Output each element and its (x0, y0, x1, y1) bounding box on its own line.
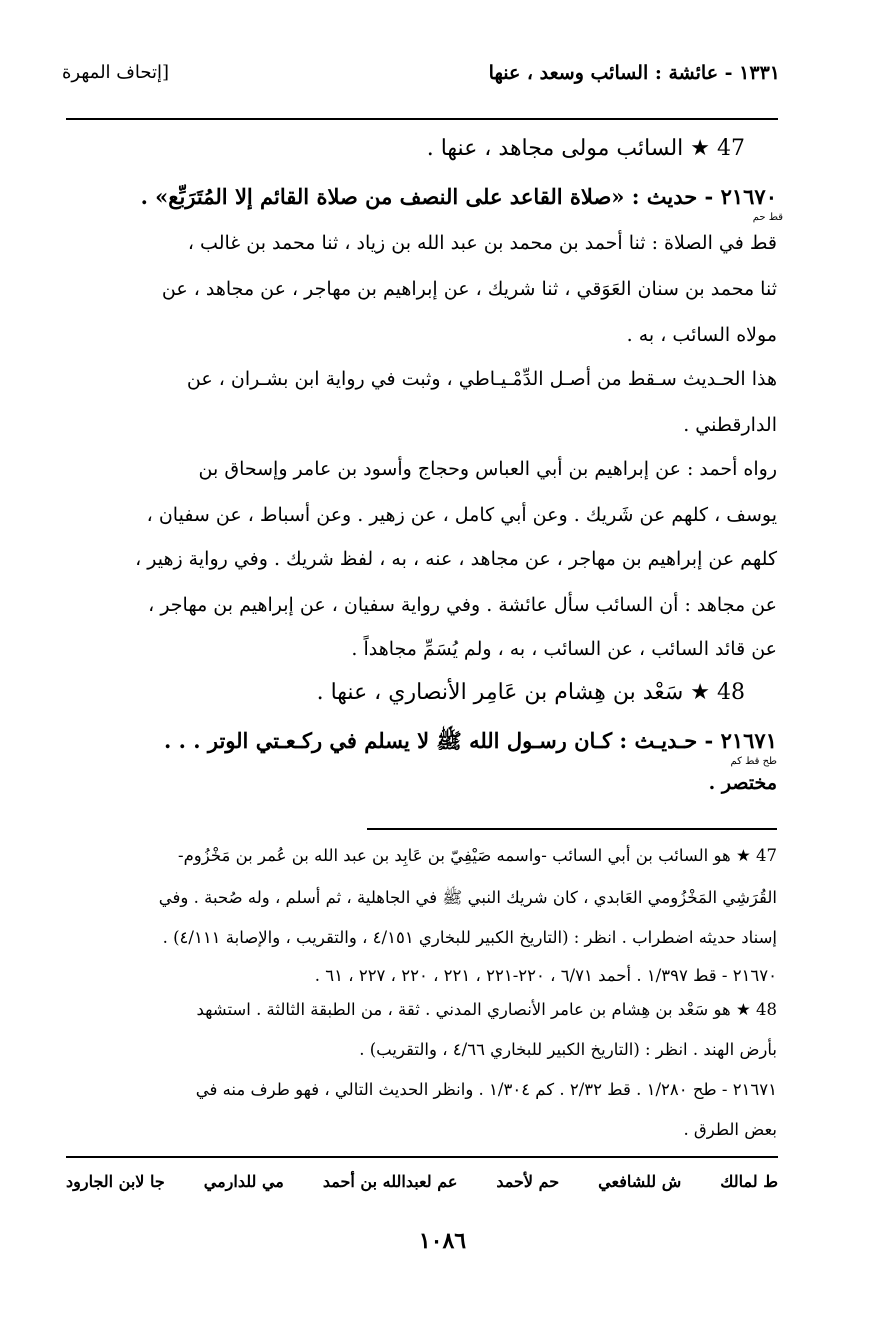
hadith-21670-line-1: قط في الصلاة : ثنا أحمد بن محمد بن عبد الله بن زياد ، ثنا محمد بن غالب ، (187, 232, 777, 254)
narrator-heading-48: 48 ★ سَعْد بن هِشام بن عَامِر الأنصاري ، عنها . (316, 680, 745, 705)
footnote-47-line-2: القُرَشِي المَخْزُومي العَابدي ، كان شريك النبي ﷺ في الجاهلية ، ثم أسلم ، وله صُحبة . وفي (158, 888, 777, 907)
hadith-21671-sigla: طح قط كم (730, 756, 777, 767)
abbreviations-key (66, 1172, 778, 1191)
hadith-21671-title: ٢١٦٧١ - حـديـث : كـان رسـول الله ﷺ لا يسلم في ركـعـتي الوتر . . . (164, 728, 777, 753)
abbreviation-item: جا لابن الجارود (66, 1172, 165, 1191)
footnote-21671-line-1: ٢١٦٧١ - طح ١/٢٨٠ . قط ٢/٣٢ . كم ١/٣٠٤ . وانظر الحديث التالي ، فهو طرف منه في (195, 1080, 777, 1099)
paragraph-3-line-2: يوسف ، كلهم عن شَريك . وعن أبي كامل ، عن زهير . وعن أسباط ، عن سفيان ، (146, 504, 777, 526)
abbreviations-rule (66, 1156, 778, 1158)
abbreviation-item: حم لأحمد (496, 1172, 560, 1191)
abbreviation-item: ط لمالك (720, 1172, 778, 1191)
header-rule (66, 118, 778, 120)
footnote-21670: ٢١٦٧٠ - قط ١/٣٩٧ . أحمد ٦/٧١ ، ٢٢٠-٢٢١ ، ٢٢١ ، ٢٢٠ ، ٢٢٧ ، ٦١ . (314, 966, 777, 985)
hadith-21670-line-2: ثنا محمد بن سنان العَوَقي ، ثنا شريك ، عن إبراهيم بن مهاجر ، عن مجاهد ، عن (161, 278, 777, 300)
paragraph-2-line-1: هذا الحـديث سـقط من أصـل الدِّمْـيـاطي ، وثبت في رواية ابن بشـران ، عن (186, 368, 777, 390)
paragraph-2-line-2: الدارقطني . (683, 414, 777, 436)
paragraph-3-line-3: كلهم عن إبراهيم بن مهاجر ، عن مجاهد ، عنه ، به ، لفظ شريك . وفي رواية زهير ، (135, 548, 777, 570)
footnote-rule (367, 828, 777, 830)
hadith-21670-sigla: قط حم (752, 212, 783, 223)
narrator-heading-47: 47 ★ السائب مولى مجاهد ، عنها . (426, 136, 745, 161)
abbreviation-item: مي للدارمي (203, 1172, 284, 1191)
page-number: ١٠٨٦ (418, 1228, 467, 1254)
abbreviation-item: ش للشافعي (598, 1172, 682, 1191)
paragraph-3-line-4: عن مجاهد : أن السائب سأل عائشة . وفي رواية سفيان ، عن إبراهيم بن مهاجر ، (148, 594, 777, 616)
footnote-47-line-1: 47 ★ هو السائب بن أبي السائب -واسمه صَيْفِيّ بن عَابِد بن عبد الله بن عُمر بن مَخْزُوم- (178, 846, 777, 865)
hadith-21670-title: ٢١٦٧٠ - حديث : «صلاة القاعد على النصف من صلاة القائم إلا المُتَرَبِّع» . (140, 184, 777, 209)
header-section-title: ١٣٣١ - عائشة : السائب وسعد ، عنها (488, 62, 780, 84)
running-header (62, 62, 780, 96)
paragraph-3-line-5: عن قائد السائب ، عن السائب ، به ، ولم يُسَمِّ مجاهداً . (351, 638, 777, 660)
footnote-47-line-3: إسناد حديثه اضطراب . انظر : (التاريخ الكبير للبخاري ٤/١٥١ ، والتقريب ، والإصابة ٤/١١١) . (162, 928, 777, 947)
footnote-48-line-2: بأرض الهند . انظر : (التاريخ الكبير للبخاري ٤/٦٦ ، والتقريب) . (359, 1040, 777, 1059)
footnote-21671-line-2: بعض الطرق . (683, 1120, 777, 1139)
header-book-title: [إتحاف المهرة (62, 62, 170, 83)
hadith-21670-line-3: مولاه السائب ، به . (626, 324, 777, 346)
paragraph-3-line-1: رواه أحمد : عن إبراهيم بن أبي العباس وحجاج وأسود بن عامر وإسحاق بن (198, 458, 777, 480)
footnote-48-line-1: 48 ★ هو سَعْد بن هِشام بن عامر الأنصاري المدني . ثقة ، من الطبقة الثالثة . استشهد (196, 1000, 777, 1019)
abbreviation-item: عم لعبدالله بن أحمد (322, 1172, 458, 1191)
hadith-21671-end: مختصر . (708, 772, 777, 794)
